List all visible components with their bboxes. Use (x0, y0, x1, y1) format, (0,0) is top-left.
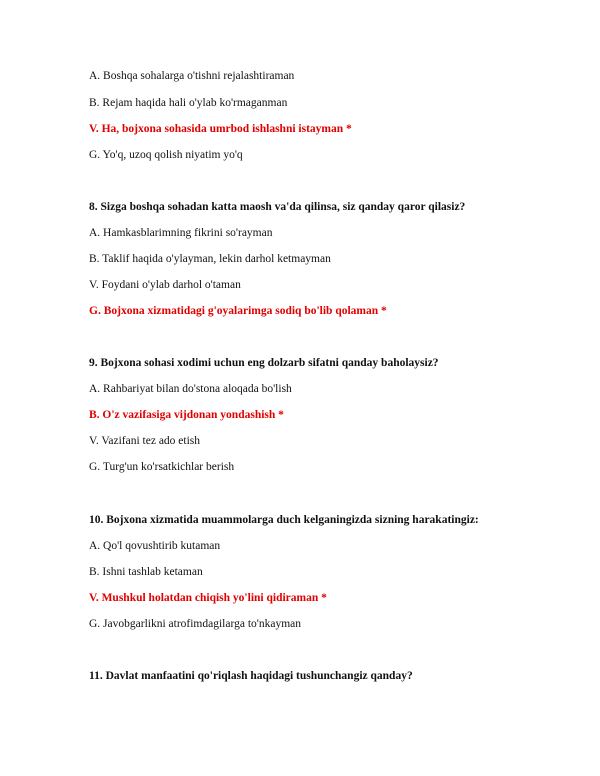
answer-option: A. Qo'l qovushtirib kutaman (89, 540, 221, 552)
answer-option: B. Rejam haqida hali o'ylab ko'rmaganman (89, 97, 288, 109)
answer-option: G. Turg'un ko'rsatkichlar berish (89, 461, 235, 473)
answer-option: G. Javobgarlikni atrofimdagilarga to'nkayman (89, 618, 301, 630)
answer-option: V. Foydani o'ylab darhol o'taman (89, 279, 241, 291)
correct-answer-option: V. Mushkul holatdan chiqish yo'lini qidiraman * (89, 592, 327, 604)
question-heading: 8. Sizga boshqa sohadan katta maosh va'da qilinsa, siz qanday qaror qilasiz? (89, 201, 466, 213)
answer-option: B. Taklif haqida o'ylayman, lekin darhol ketmayman (89, 253, 331, 265)
correct-answer-option: V. Ha, bojxona sohasida umrbod ishlashni istayman * (89, 123, 352, 135)
answer-option: A. Hamkasblarimning fikrini so'rayman (89, 227, 273, 239)
answer-option: V. Vazifani tez ado etish (89, 435, 201, 447)
answer-option: A. Rahbariyat bilan do'stona aloqada bo'lish (89, 383, 292, 395)
correct-answer-option: B. O'z vazifasiga vijdonan yondashish * (89, 409, 284, 421)
correct-answer-option: G. Bojxona xizmatidagi g'oyalarimga sodiq bo'lib qolaman * (89, 305, 387, 317)
answer-option: G. Yo'q, uzoq qolish niyatim yo'q (89, 149, 243, 161)
question-heading: 11. Davlat manfaatini qo'riqlash haqidagi tushunchangiz qanday? (89, 670, 413, 682)
answer-option: A. Boshqa sohalarga o'tishni rejalashtiraman (89, 70, 295, 82)
question-heading: 9. Bojxona sohasi xodimi uchun eng dolzarb sifatni qanday baholaysiz? (89, 357, 439, 369)
question-heading: 10. Bojxona xizmatida muammolarga duch kelganingizda sizning harakatingiz: (89, 514, 479, 526)
answer-option: B. Ishni tashlab ketaman (89, 566, 203, 578)
